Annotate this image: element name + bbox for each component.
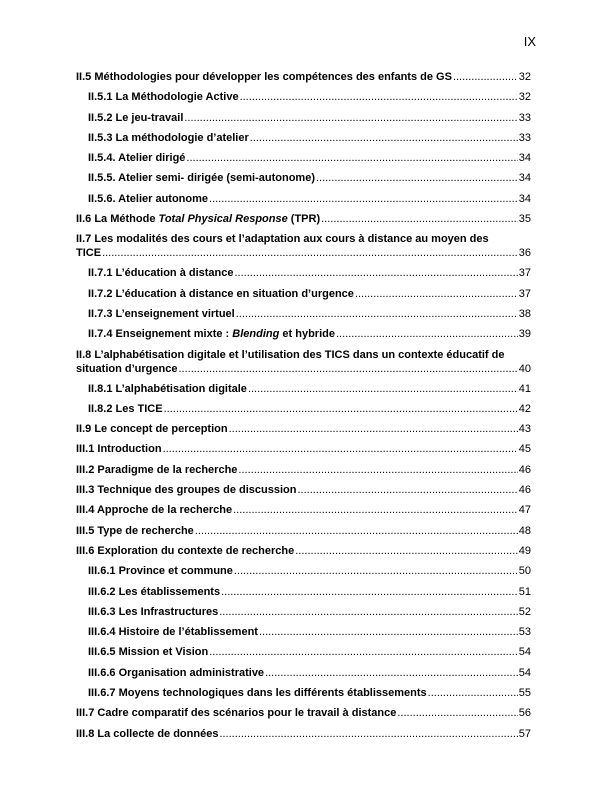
dot-leader bbox=[265, 666, 518, 680]
toc-entry-ii-7-1[interactable]: II.7.1 L’éducation à distance ..... 37 bbox=[76, 266, 531, 286]
toc-entry-iii-6-4[interactable]: III.6.4 Histoire de l’établissement ..... 53 bbox=[76, 625, 531, 645]
toc-entry-iii-6-5[interactable]: III.6.5 Mission et Vision ..... 54 bbox=[76, 645, 531, 665]
toc-entry-ii-5-4[interactable]: II.5.4. Atelier dirigé ..... 34 bbox=[76, 151, 531, 171]
toc-entry-ii-7-4[interactable]: II.7.4 Enseignement mixte : Blending et hybride ..... 39 bbox=[76, 327, 531, 347]
dot-leader bbox=[235, 266, 518, 280]
dot-leader bbox=[186, 151, 517, 165]
dot-leader bbox=[178, 362, 517, 376]
toc-entry-iii-6-3[interactable]: III.6.3 Les Infrastructures ..... 52 bbox=[76, 605, 531, 625]
dot-leader bbox=[164, 402, 518, 416]
table-of-contents bbox=[76, 70, 531, 747]
dot-leader bbox=[250, 131, 518, 145]
dot-leader bbox=[397, 706, 517, 720]
dot-leader bbox=[297, 483, 517, 497]
dot-leader bbox=[336, 327, 518, 341]
toc-entry-ii-7-3[interactable]: II.7.3 L’enseignement virtuel ..... 38 bbox=[76, 307, 531, 327]
toc-entry-iii-8[interactable]: III.8 La collecte de données ..... 57 bbox=[76, 727, 531, 747]
toc-entry-ii-5-3[interactable]: II.5.3 La méthodologie d’atelier ..... 33 bbox=[76, 131, 531, 151]
dot-leader bbox=[321, 212, 518, 226]
toc-entry-iii-6-1[interactable]: III.6.1 Province et commune ..... 50 bbox=[76, 564, 531, 584]
dot-leader bbox=[295, 544, 518, 558]
toc-entry-iii-7[interactable]: III.7 Cadre comparatif des scénarios pour le travail à distance ..... 56 bbox=[76, 706, 531, 726]
dot-leader bbox=[234, 564, 518, 578]
toc-entry-iii-6[interactable]: III.6 Exploration du contexte de recherche ..... 49 bbox=[76, 544, 531, 564]
dot-leader bbox=[219, 727, 517, 741]
dot-leader bbox=[428, 686, 518, 700]
dot-leader bbox=[163, 442, 518, 456]
dot-leader bbox=[259, 625, 518, 639]
dot-leader bbox=[240, 90, 518, 104]
toc-entry-ii-5-5[interactable]: II.5.5. Atelier semi- dirigée (semi-autonome) ..... 34 bbox=[76, 171, 531, 191]
dot-leader bbox=[195, 524, 518, 538]
toc-entry-ii-7-2[interactable]: II.7.2 L’éducation à distance en situation d’urgence ..... 37 bbox=[76, 287, 531, 307]
dot-leader bbox=[238, 463, 517, 477]
toc-entry-ii-8[interactable]: II.8 L’alphabétisation digitale et l’utilisation des TICS dans un contexte éducatif de situation d’urgence ..... 40 bbox=[76, 348, 531, 376]
dot-leader bbox=[184, 111, 517, 125]
toc-entry-iii-1[interactable]: III.1 Introduction ..... 45 bbox=[76, 442, 531, 462]
dot-leader bbox=[229, 422, 518, 436]
toc-entry-ii-5-2[interactable]: II.5.2 Le jeu-travail ..... 33 bbox=[76, 111, 531, 131]
toc-entry-iii-6-2[interactable]: III.6.2 Les établissements ..... 51 bbox=[76, 585, 531, 605]
toc-entry-ii-9[interactable]: II.9 Le concept de perception ..... 43 bbox=[76, 422, 531, 442]
dot-leader bbox=[233, 503, 518, 517]
dot-leader bbox=[236, 307, 518, 321]
dot-leader bbox=[453, 70, 518, 84]
dot-leader bbox=[248, 382, 518, 396]
dot-leader bbox=[221, 585, 518, 599]
toc-entry-iii-2[interactable]: III.2 Paradigme de la recherche ..... 46 bbox=[76, 463, 531, 483]
dot-leader bbox=[209, 645, 518, 659]
toc-entry-ii-8-2[interactable]: II.8.2 Les TICE ..... 42 bbox=[76, 402, 531, 422]
toc-entry-iii-4[interactable]: III.4 Approche de la recherche ..... 47 bbox=[76, 503, 531, 523]
toc-entry-ii-8-1[interactable]: II.8.1 L’alphabétisation digitale ..... 41 bbox=[76, 382, 531, 402]
toc-entry-iii-3[interactable]: III.3 Technique des groupes de discussion ..... 46 bbox=[76, 483, 531, 503]
dot-leader bbox=[219, 605, 518, 619]
page-number: IX bbox=[523, 34, 536, 49]
toc-entry-iii-5[interactable]: III.5 Type de recherche ..... 48 bbox=[76, 524, 531, 544]
toc-entry-ii-5-6[interactable]: II.5.6. Atelier autonome ..... 34 bbox=[76, 192, 531, 212]
dot-leader bbox=[102, 246, 518, 260]
toc-entry-ii-7[interactable]: II.7 Les modalités des cours et l’adaptation aux cours à distance au moyen des TICE ..... 36 bbox=[76, 232, 531, 260]
dot-leader bbox=[209, 192, 518, 206]
dot-leader bbox=[355, 287, 518, 301]
toc-entry-iii-6-6[interactable]: III.6.6 Organisation administrative ..... 54 bbox=[76, 666, 531, 686]
toc-entry-ii-5-1[interactable]: II.5.1 La Méthodologie Active ..... 32 bbox=[76, 90, 531, 110]
toc-entry-iii-6-7[interactable]: III.6.7 Moyens technologiques dans les différents établissements ..... 55 bbox=[76, 686, 531, 706]
dot-leader bbox=[316, 171, 518, 185]
toc-entry-ii-5[interactable]: II.5 Méthodologies pour développer les compétences des enfants de GS ..... 32 bbox=[76, 70, 531, 90]
toc-entry-ii-6[interactable]: II.6 La Méthode Total Physical Response (TPR) ..... 35 bbox=[76, 212, 531, 232]
